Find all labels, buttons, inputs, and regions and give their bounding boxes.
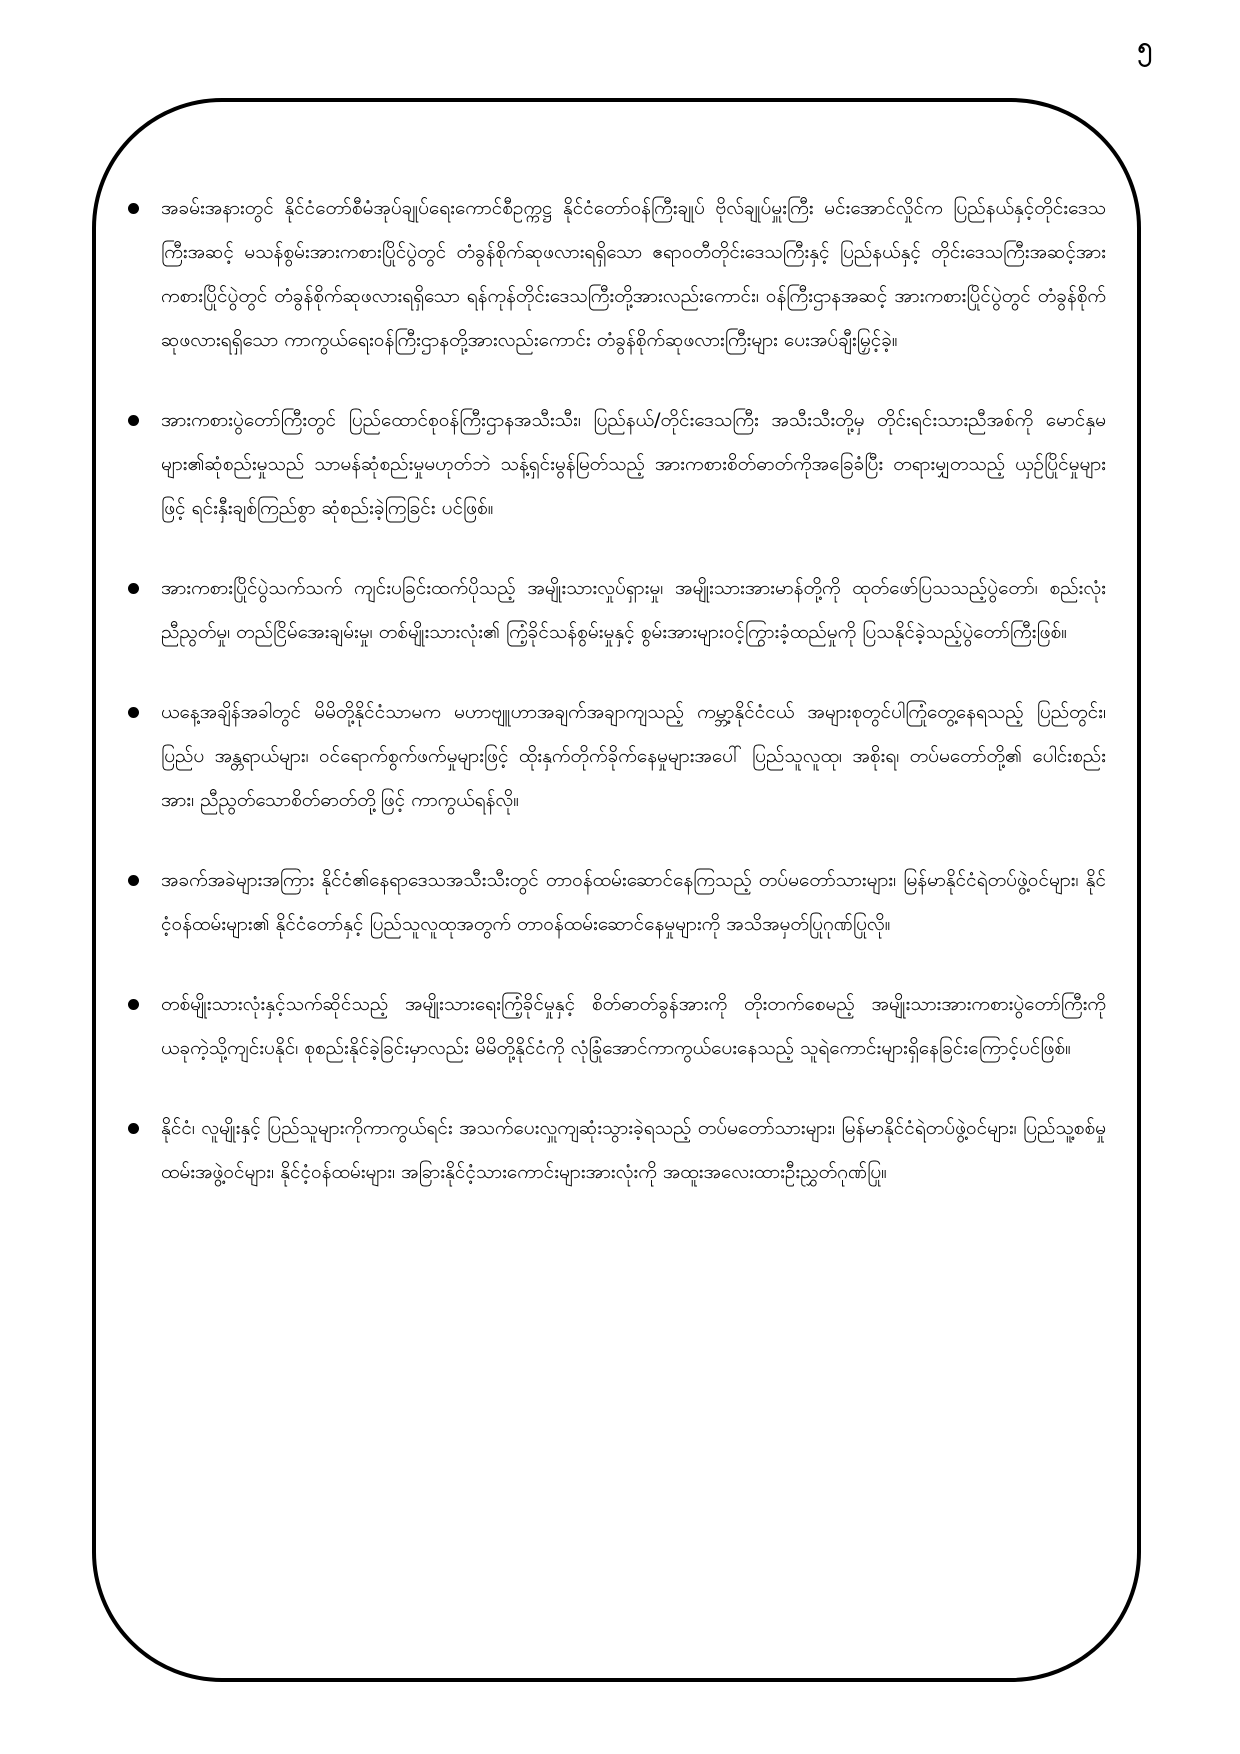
bullet-item	[128, 982, 1106, 1070]
bullet-text: အခမ်းအနားတွင် နိုင်ငံတော်စီမံအုပ်ချုပ်ရေးကောင်စီဥက္ကဋ္ဌ နိုင်ငံတော်ဝန်ကြီးချုပ် ဗိုလ်ချုပ်မှူးကြီး မင်းအောင်လှိုင်က ပြည်နယ်နှင့်တိုင်းဒေသကြီးအဆင့် မသန်စွမ်းအားကစားပြိုင်ပွဲတွင် တံခွန်စိုက်ဆုဖလားရရှိသော ဧရာဝတီတိုင်းဒေသကြီးနှင့် ပြည်နယ်နှင့် တိုင်းဒေသကြီးအဆင့်အား ကစားပြိုင်ပွဲတွင် တံခွန်စိုက်ဆုဖလားရရှိသော ရန်ကုန်တိုင်းဒေသကြီးတို့အားလည်းကောင်း၊ ဝန်ကြီးဌာနအဆင့် အားကစားပြိုင်ပွဲတွင် တံခွန်စိုက်ဆုဖလားရရှိသော ကာကွယ်ရေးဝန်ကြီးဌာနတို့အားလည်းကောင်း တံခွန်စိုက်ဆုဖလားကြီးများ ပေးအပ်ချီးမြှင့်ခဲ့။	[161, 197, 1106, 351]
bullet-dot-icon	[128, 415, 139, 426]
bullet-dot-icon	[128, 1123, 139, 1134]
bullet-text: ယနေ့အချိန်အခါတွင် မိမိတို့နိုင်ငံသာမက မဟာဗျူဟာအချက်အချာကျသည့် ကမ္ဘာ့နိုင်ငံငယ် အများစုတွင်ပါကြုံတွေ့နေရသည့် ပြည်တွင်း၊ ပြည်ပ အန္တရာယ်များ၊ ဝင်ရောက်စွက်ဖက်မှုများဖြင့် ထိုးနှက်တိုက်ခိုက်နေမှုများအပေါ် ပြည်သူလူထု၊ အစိုးရ၊ တပ်မတော်တို့၏ ပေါင်းစည်းအား၊ ညီညွတ်သောစိတ်ဓာတ်တို့ဖြင့် ကာကွယ်ရန်လို။	[161, 701, 1106, 811]
bullet-list	[128, 186, 1106, 1230]
bullet-dot-icon	[128, 203, 139, 214]
bullet-item	[128, 858, 1106, 946]
bullet-text: အားကစားပြိုင်ပွဲသက်သက် ကျင်းပခြင်းထက်ပိုသည့် အမျိုးသားလှုပ်ရှားမှု၊ အမျိုးသားအားမာန်တို့ကို ထုတ်ဖော်ပြသသည့်ပွဲတော်၊ စည်းလုံးညီညွတ်မှု၊ တည်ငြိမ်အေးချမ်းမှု၊ တစ်မျိုးသားလုံး၏ ကြံ့ခိုင်သန်စွမ်းမှုနှင့် စွမ်းအားများဝင့်ကြွားခံ့ထည်မှုကို ပြသနိုင်ခဲ့သည့်ပွဲတော်ကြီးဖြစ်။	[161, 577, 1106, 643]
bullet-dot-icon	[128, 707, 139, 718]
bullet-text: အခက်အခဲများအကြား နိုင်ငံ၏နေရာဒေသအသီးသီးတွင် တာဝန်ထမ်းဆောင်နေကြသည့် တပ်မတော်သားများ၊ မြန်မာနိုင်ငံရဲတပ်ဖွဲ့ဝင်များ၊ နိုင်ငံ့ဝန်ထမ်းများ၏ နိုင်ငံတော်နှင့် ပြည်သူလူထုအတွက် တာဝန်ထမ်းဆောင်နေမှုများကို အသိအမှတ်ပြုဂုဏ်ပြုလို။	[161, 869, 1106, 935]
bullet-item	[128, 1106, 1106, 1194]
bullet-dot-icon	[128, 875, 139, 886]
page-number: ၅	[1137, 32, 1152, 62]
bullet-text: နိုင်ငံ၊ လူမျိုးနှင့် ပြည်သူများကိုကာကွယ်ရင်း အသက်ပေးလှူကျဆုံးသွားခဲ့ရသည့် တပ်မတော်သားများ၊ မြန်မာနိုင်ငံရဲတပ်ဖွဲ့ဝင်များ၊ ပြည်သူ့စစ်မှုထမ်းအဖွဲ့ဝင်များ၊ နိုင်ငံ့ဝန်ထမ်းများ၊ အခြားနိုင်ငံ့သားကောင်းများအားလုံးကို အထူးအလေးထားဦးညွှတ်ဂုဏ်ပြု။	[161, 1117, 1106, 1183]
bullet-item	[128, 186, 1106, 362]
bullet-item	[128, 398, 1106, 530]
bullet-dot-icon	[128, 583, 139, 594]
bullet-text: တစ်မျိုးသားလုံးနှင့်သက်ဆိုင်သည့် အမျိုးသားရေးကြံ့ခိုင်မှုနှင့် စိတ်ဓာတ်ခွန်အားကို တိုးတက်စေမည့် အမျိုးသားအားကစားပွဲတော်ကြီးကို ယခုကဲ့သို့ကျင်းပနိုင်၊ စုစည်းနိုင်ခဲ့ခြင်းမှာလည်း မိမိတို့နိုင်ငံကို လုံခြုံအောင်ကာကွယ်ပေးနေသည့် သူရဲကောင်းများရှိနေခြင်းကြောင့်ပင်ဖြစ်။	[161, 993, 1106, 1059]
bullet-text: အားကစားပွဲတော်ကြီးတွင် ပြည်ထောင်စုဝန်ကြီးဌာနအသီးသီး၊ ပြည်နယ်/တိုင်းဒေသကြီး အသီးသီးတို့မှ တိုင်းရင်းသားညီအစ်ကို မောင်နှမများ၏ဆုံစည်းမှုသည် သာမန်ဆုံစည်းမှုမဟုတ်ဘဲ သန့်ရှင်းမွန်မြတ်သည့် အားကစားစိတ်ဓာတ်ကိုအခြေခံပြီး တရားမျှတသည့် ယှဉ်ပြိုင်မှုများဖြင့် ရင်းနှီးချစ်ကြည်စွာ ဆုံစည်းခဲ့ကြခြင်း ပင်ဖြစ်။	[161, 409, 1106, 519]
bullet-item	[128, 566, 1106, 654]
bullet-dot-icon	[128, 999, 139, 1010]
bullet-item	[128, 690, 1106, 822]
